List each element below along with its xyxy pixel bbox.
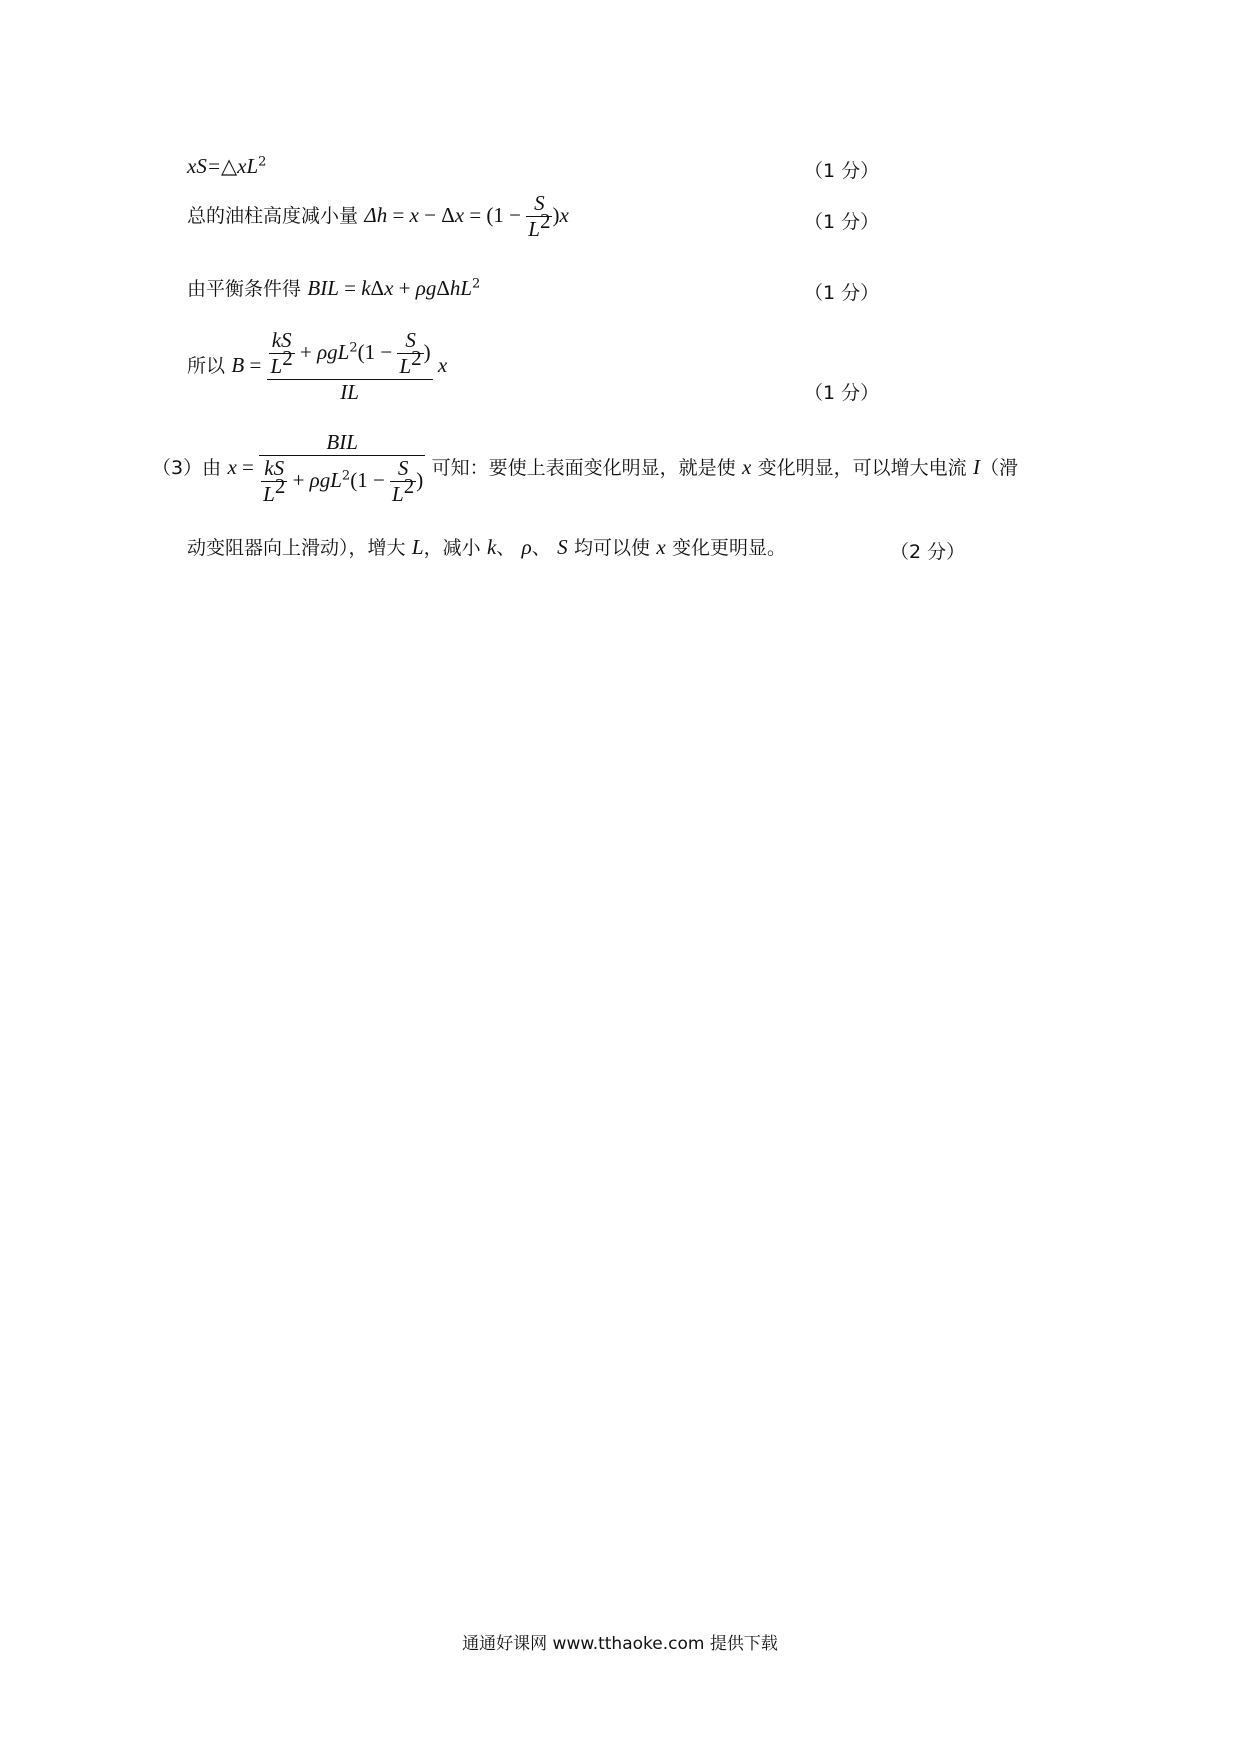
paragraph-3-line-1: （3）由 x = BIL $\frac{kS}{L^2}$ + ρgL$^2$(1 − $\frac{S}{L^2}$ ) 可知：要使上表面变化明显，就是使 x 变化明显，可以增大电流 I（滑 [152, 430, 1019, 506]
text-therefore: 所以 [187, 355, 226, 377]
text-balance-condition: 由平衡条件得 [187, 278, 302, 300]
formula-line-3: 由平衡条件得 BIL = kΔx + ρgΔhL$^2$ [187, 276, 481, 300]
formula-sup: 2 [258, 154, 267, 170]
formula-line-4: 所以 B = $\frac{kS}{L^2}$ + ρgL$^2$(1 − $\frac{S}{L^2}$ ) IL x [187, 328, 448, 404]
score-line-1: （1 分） [804, 160, 880, 182]
score-line-2: （1 分） [804, 211, 880, 233]
paragraph-3-line-2: 动变阻器向上滑动），增大 L，减小 k、 ρ、 S 均可以使 x 变化更明显。 [187, 535, 787, 559]
formula-line-2: 总的油柱高度减小量 Δh = x − Δx = (1 − $\frac{S}{L^2}$ )x [187, 191, 569, 241]
formula-xs: xS=△xL [187, 154, 259, 178]
text-total-oil-height: 总的油柱高度减小量 [187, 205, 359, 227]
formula-line-1 [187, 156, 266, 177]
score-line-6: （2 分） [890, 541, 966, 563]
score-line-3: （1 分） [804, 282, 880, 304]
score-line-4: （1 分） [804, 382, 880, 404]
page-footer: 通通好课网 www.tthaoke.com 提供下载 [462, 1634, 778, 1654]
